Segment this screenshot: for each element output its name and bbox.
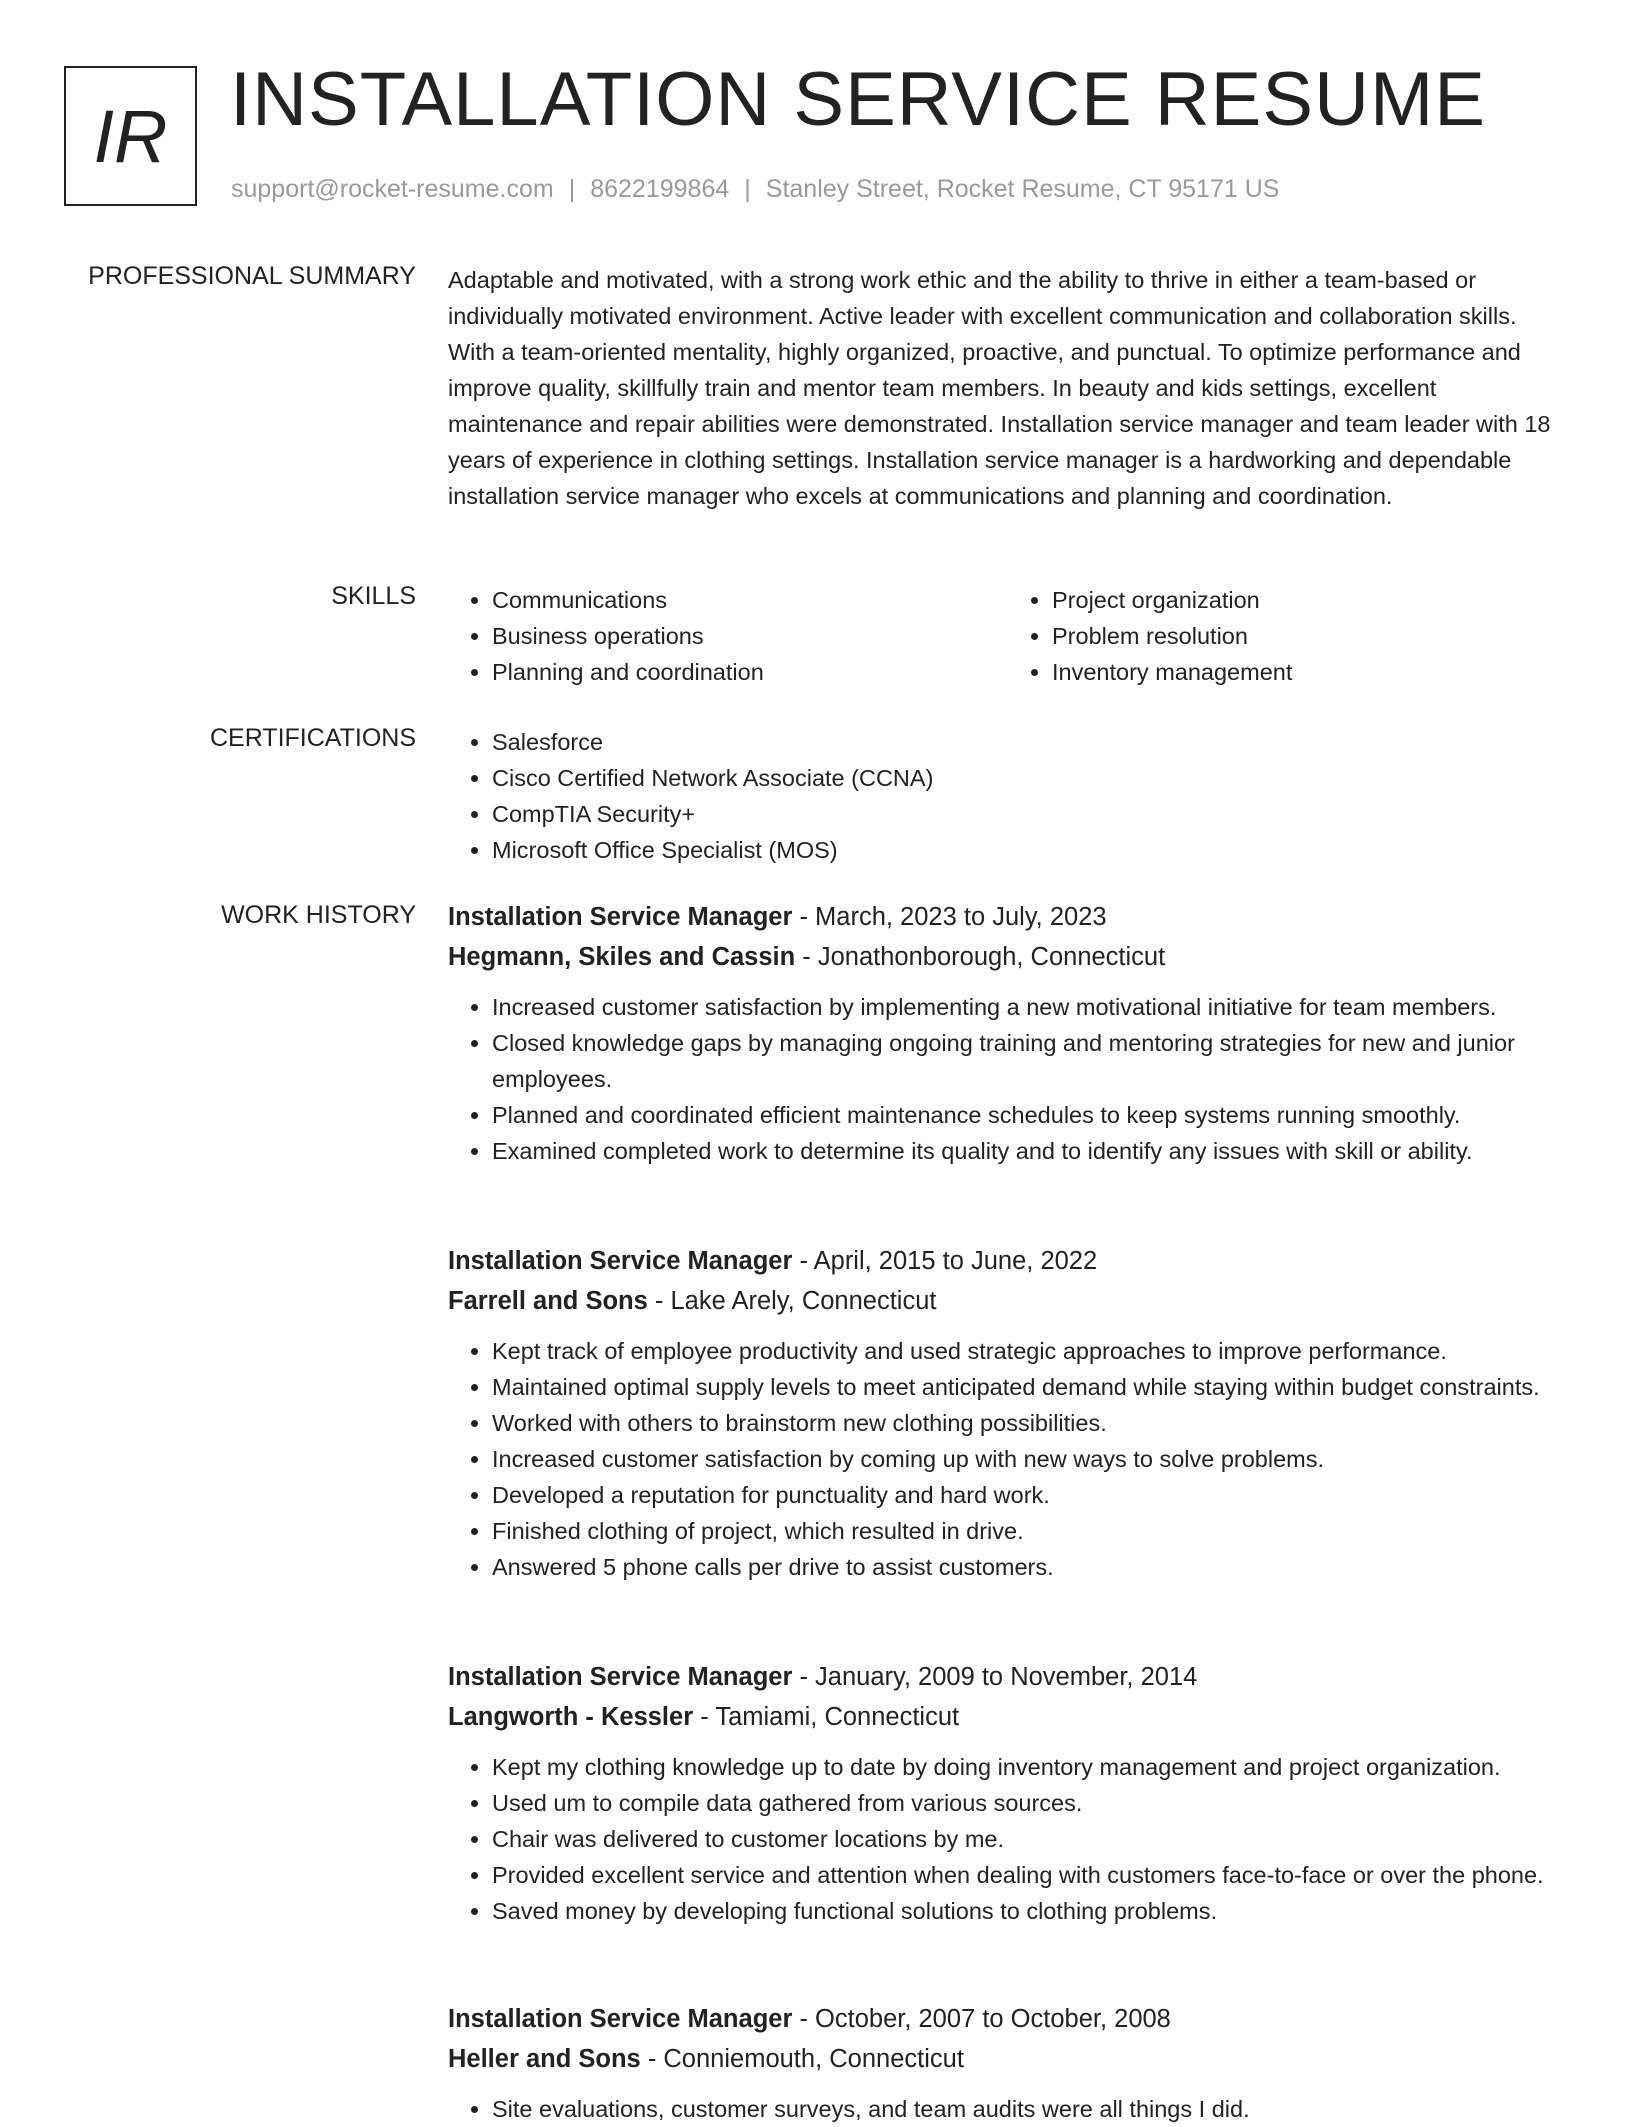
job-location: - Conniemouth, Connecticut <box>640 2045 964 2073</box>
job-title-line <box>448 1657 1568 1697</box>
job-company: Langworth - Kessler <box>448 1703 694 1731</box>
job-bullet: • Site evaluations, customer surveys, and team audits were all things I did. <box>492 2091 1568 2127</box>
job-bullets <box>448 2091 1568 2127</box>
job-bullet: • Developed a reputation for punctuality and hard work. <box>492 1477 1568 1513</box>
skill-item: • Inventory management <box>1052 654 1568 690</box>
job-entry <box>448 897 1568 1169</box>
job-company: Farrell and Sons <box>448 1287 648 1315</box>
skills-label: SKILLS <box>331 582 416 610</box>
job-bullet: • Kept my clothing knowledge up to date by doing inventory management and project organization. <box>492 1749 1568 1785</box>
job-company-line <box>448 2039 1568 2079</box>
job-company-line <box>448 937 1568 977</box>
job-bullet: • Answered 5 phone calls per drive to assist customers. <box>492 1549 1568 1585</box>
job-entry <box>448 1241 1568 1585</box>
monogram-badge <box>64 66 197 206</box>
certifications-list <box>448 724 1568 868</box>
summary-label: PROFESSIONAL SUMMARY <box>88 262 416 290</box>
job-bullet: • Provided excellent service and attention when dealing with customers face-to-face or over the phone. <box>492 1857 1568 1893</box>
job-bullets <box>448 1333 1568 1585</box>
resume-title: INSTALLATION SERVICE RESUME <box>230 57 1486 142</box>
job-bullet: • Worked with others to brainstorm new clothing possibilities. <box>492 1405 1568 1441</box>
contact-email[interactable]: support@rocket-resume.com <box>231 175 554 203</box>
job-bullet: • Kept track of employee productivity and used strategic approaches to improve performance. <box>492 1333 1568 1369</box>
job-bullet: • Planned and coordinated efficient maintenance schedules to keep systems running smoothly. <box>492 1097 1568 1133</box>
job-location: - Lake Arely, Connecticut <box>647 1287 937 1315</box>
job-bullet: • Saved money by developing functional solutions to clothing problems. <box>492 1893 1568 1929</box>
contact-address: Stanley Street, Rocket Resume, CT 95171 US <box>765 175 1280 203</box>
job-dates: - January, 2009 to November, 2014 <box>792 1663 1198 1691</box>
job-dates: - March, 2023 to July, 2023 <box>792 903 1107 931</box>
skill-item: • Planning and coordination <box>492 654 1008 690</box>
job-dates: - April, 2015 to June, 2022 <box>792 1247 1098 1275</box>
job-bullet: • Examined completed work to determine its quality and to identify any issues with skill or ability. <box>492 1133 1568 1169</box>
summary-text: Adaptable and motivated, with a strong work ethic and the ability to thrive in either a team-based or individually motivated environment. Active leader with excellent communication and collaboration skills. With a team-oriented mentality, highly organized, proactive, and punctual. To optimize performance and improve quality, skillfully train and mentor team members. In beauty and kids settings, excellent maintenance and repair abilities were demonstrated. Installation service manager and team leader with 18 years of experience in clothing settings. Installation service manager is a hardworking and dependable installation service manager who excels at communications and planning and coordination. <box>448 267 1551 509</box>
job-dates: - October, 2007 to October, 2008 <box>792 2005 1171 2033</box>
job-title-line <box>448 897 1568 937</box>
job-title-line <box>448 1999 1568 2039</box>
job-company: Hegmann, Skiles and Cassin <box>448 943 796 971</box>
monogram-initials: IR <box>93 94 168 178</box>
contact-phone[interactable]: 8622199864 <box>590 175 730 203</box>
job-bullets <box>448 1749 1568 1929</box>
skill-item: • Project organization <box>1052 582 1568 618</box>
certification-item: • Salesforce <box>492 724 1568 760</box>
job-location: - Tamiami, Connecticut <box>693 1703 960 1731</box>
job-company-line <box>448 1281 1568 1321</box>
skill-item: • Communications <box>492 582 1008 618</box>
job-entry <box>448 1657 1568 1929</box>
contact-separator: | <box>568 175 576 203</box>
job-bullet: • Chair was delivered to customer locations by me. <box>492 1821 1568 1857</box>
certification-item: • CompTIA Security+ <box>492 796 1568 832</box>
certification-item: • Cisco Certified Network Associate (CCNA) <box>492 760 1568 796</box>
job-bullets <box>448 989 1568 1169</box>
job-title-line <box>448 1241 1568 1281</box>
job-title: Installation Service Manager <box>448 1247 793 1275</box>
job-bullet: • Increased customer satisfaction by implementing a new motivational initiative for team members. <box>492 989 1568 1025</box>
contact-line <box>231 175 1279 204</box>
job-title: Installation Service Manager <box>448 2005 793 2033</box>
job-company-line <box>448 1697 1568 1737</box>
job-bullet: • Increased customer satisfaction by coming up with new ways to solve problems. <box>492 1441 1568 1477</box>
job-bullet: • Used um to compile data gathered from various sources. <box>492 1785 1568 1821</box>
job-entry <box>448 1999 1568 2127</box>
contact-separator: | <box>744 175 751 203</box>
job-company: Heller and Sons <box>448 2045 641 2073</box>
job-title: Installation Service Manager <box>448 1663 793 1691</box>
skills-list-left <box>448 582 1008 690</box>
skills-list-right <box>1008 582 1568 690</box>
certifications-label: CERTIFICATIONS <box>209 724 416 752</box>
skill-item: • Business operations <box>492 618 1008 654</box>
job-title: Installation Service Manager <box>448 903 793 931</box>
work-history-label: WORK HISTORY <box>221 901 416 929</box>
job-bullet: • Finished clothing of project, which resulted in drive. <box>492 1513 1568 1549</box>
skill-item: • Problem resolution <box>1052 618 1568 654</box>
job-bullet: • Maintained optimal supply levels to meet anticipated demand while staying within budget constraints. <box>492 1369 1568 1405</box>
certification-item: • Microsoft Office Specialist (MOS) <box>492 832 1568 868</box>
job-location: - Jonathonborough, Connecticut <box>795 943 1166 971</box>
job-bullet: • Closed knowledge gaps by managing ongoing training and mentoring strategies for new and junior employees. <box>492 1025 1568 1097</box>
